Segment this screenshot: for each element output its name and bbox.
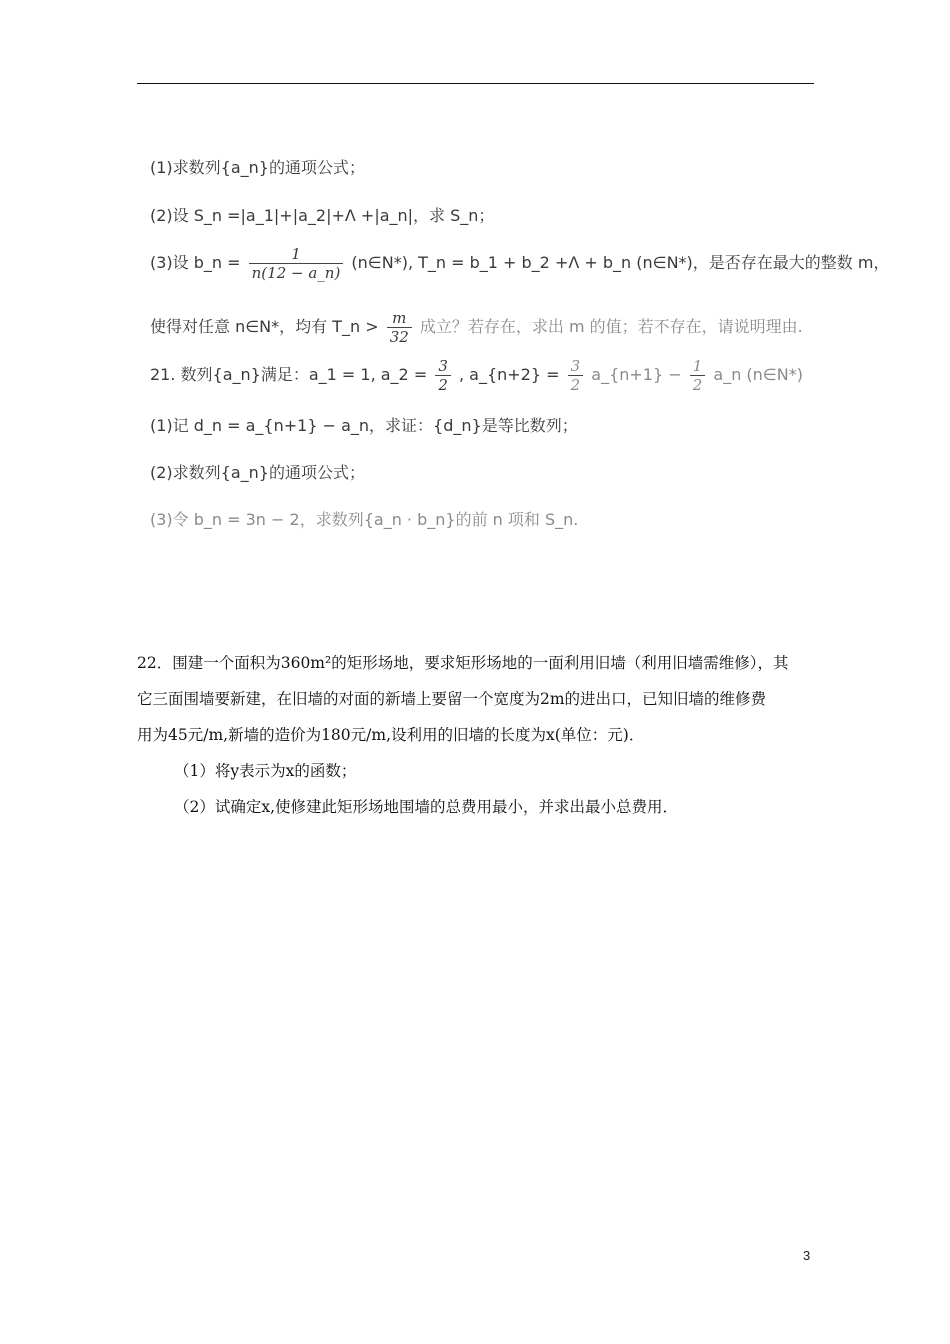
q22-line3: 用为45元/m,新墙的造价为180元/m,设利用的旧墙的长度为x(单位：元)． (137, 726, 645, 744)
fraction-numerator: m (387, 309, 412, 328)
fraction-numerator: 3 (568, 357, 584, 376)
fraction-denominator: n(12 − a_n) (251, 264, 341, 282)
q22-line2: 它三面围墙要新建，在旧墙的对面的新墙上要留一个宽度为2m的进出口，已知旧墙的维修费 (137, 690, 767, 708)
q20-part1: (1)求数列{a_n}的通项公式； (150, 158, 365, 177)
fraction (249, 245, 344, 282)
q21-head-mid2: a_{n+1} − (591, 365, 682, 384)
fraction-numerator: 1 (249, 245, 344, 264)
fraction (568, 357, 584, 394)
scanned-problem-image (150, 145, 890, 535)
fraction-numerator: 1 (690, 357, 706, 376)
q20-part3-end: 成立？若存在，求出 m 的值；若不存在，请说明理由. (419, 317, 803, 336)
header-rule (137, 83, 814, 84)
q20-part2: (2)设 S_n =|a_1|+|a_2|+Λ +|a_n|，求 S_n； (150, 206, 495, 225)
fraction-numerator: 3 (435, 357, 451, 376)
q22-line1: 22．围建一个面积为360m²的矩形场地，要求矩形场地的一面利用旧墙（利用旧墙需维修），其 (137, 654, 789, 672)
q22-part2: （2）试确定x,使修建此矩形场地围墙的总费用最小，并求出最小总费用． (174, 798, 679, 816)
q20-part3-cont (150, 309, 803, 346)
page-number: 3 (803, 1248, 811, 1263)
fraction (690, 357, 706, 394)
question-22 (137, 645, 817, 825)
q21-part3: (3)令 b_n = 3n − 2，求数列{a_n · b_n}的前 n 项和 S_n. (150, 510, 579, 529)
q21-head-tail: a_n (n∈N*) (713, 365, 803, 384)
fraction-denominator: 2 (570, 376, 581, 394)
q20-part3 (150, 245, 889, 282)
fraction (387, 309, 412, 346)
q21-head-text: 21. 数列{a_n}满足：a_1 = 1, a_2 = (150, 365, 428, 384)
q21-part2: (2)求数列{a_n}的通项公式； (150, 463, 365, 482)
fraction (435, 357, 451, 394)
q20-part3-text: (n∈N*), T_n = b_1 + b_2 +Λ + b_n (n∈N*)，是否存在最大的整数 m， (351, 253, 890, 272)
q20-part3-prefix: (3)设 b_n = (150, 253, 241, 272)
fraction-denominator: 2 (692, 376, 703, 394)
q21-head (150, 357, 803, 394)
q21-part1: (1)记 d_n = a_{n+1} − a_n，求证：{d_n}是等比数列； (150, 416, 578, 435)
fraction-denominator: 32 (389, 328, 409, 346)
q20-part3-cont-text: 使得对任意 n∈N*，均有 T_n > (150, 317, 379, 336)
q21-head-mid: , a_{n+2} = (458, 365, 560, 384)
q22-part1: （1）将y表示为x的函数； (174, 762, 357, 780)
fraction-denominator: 2 (438, 376, 448, 394)
